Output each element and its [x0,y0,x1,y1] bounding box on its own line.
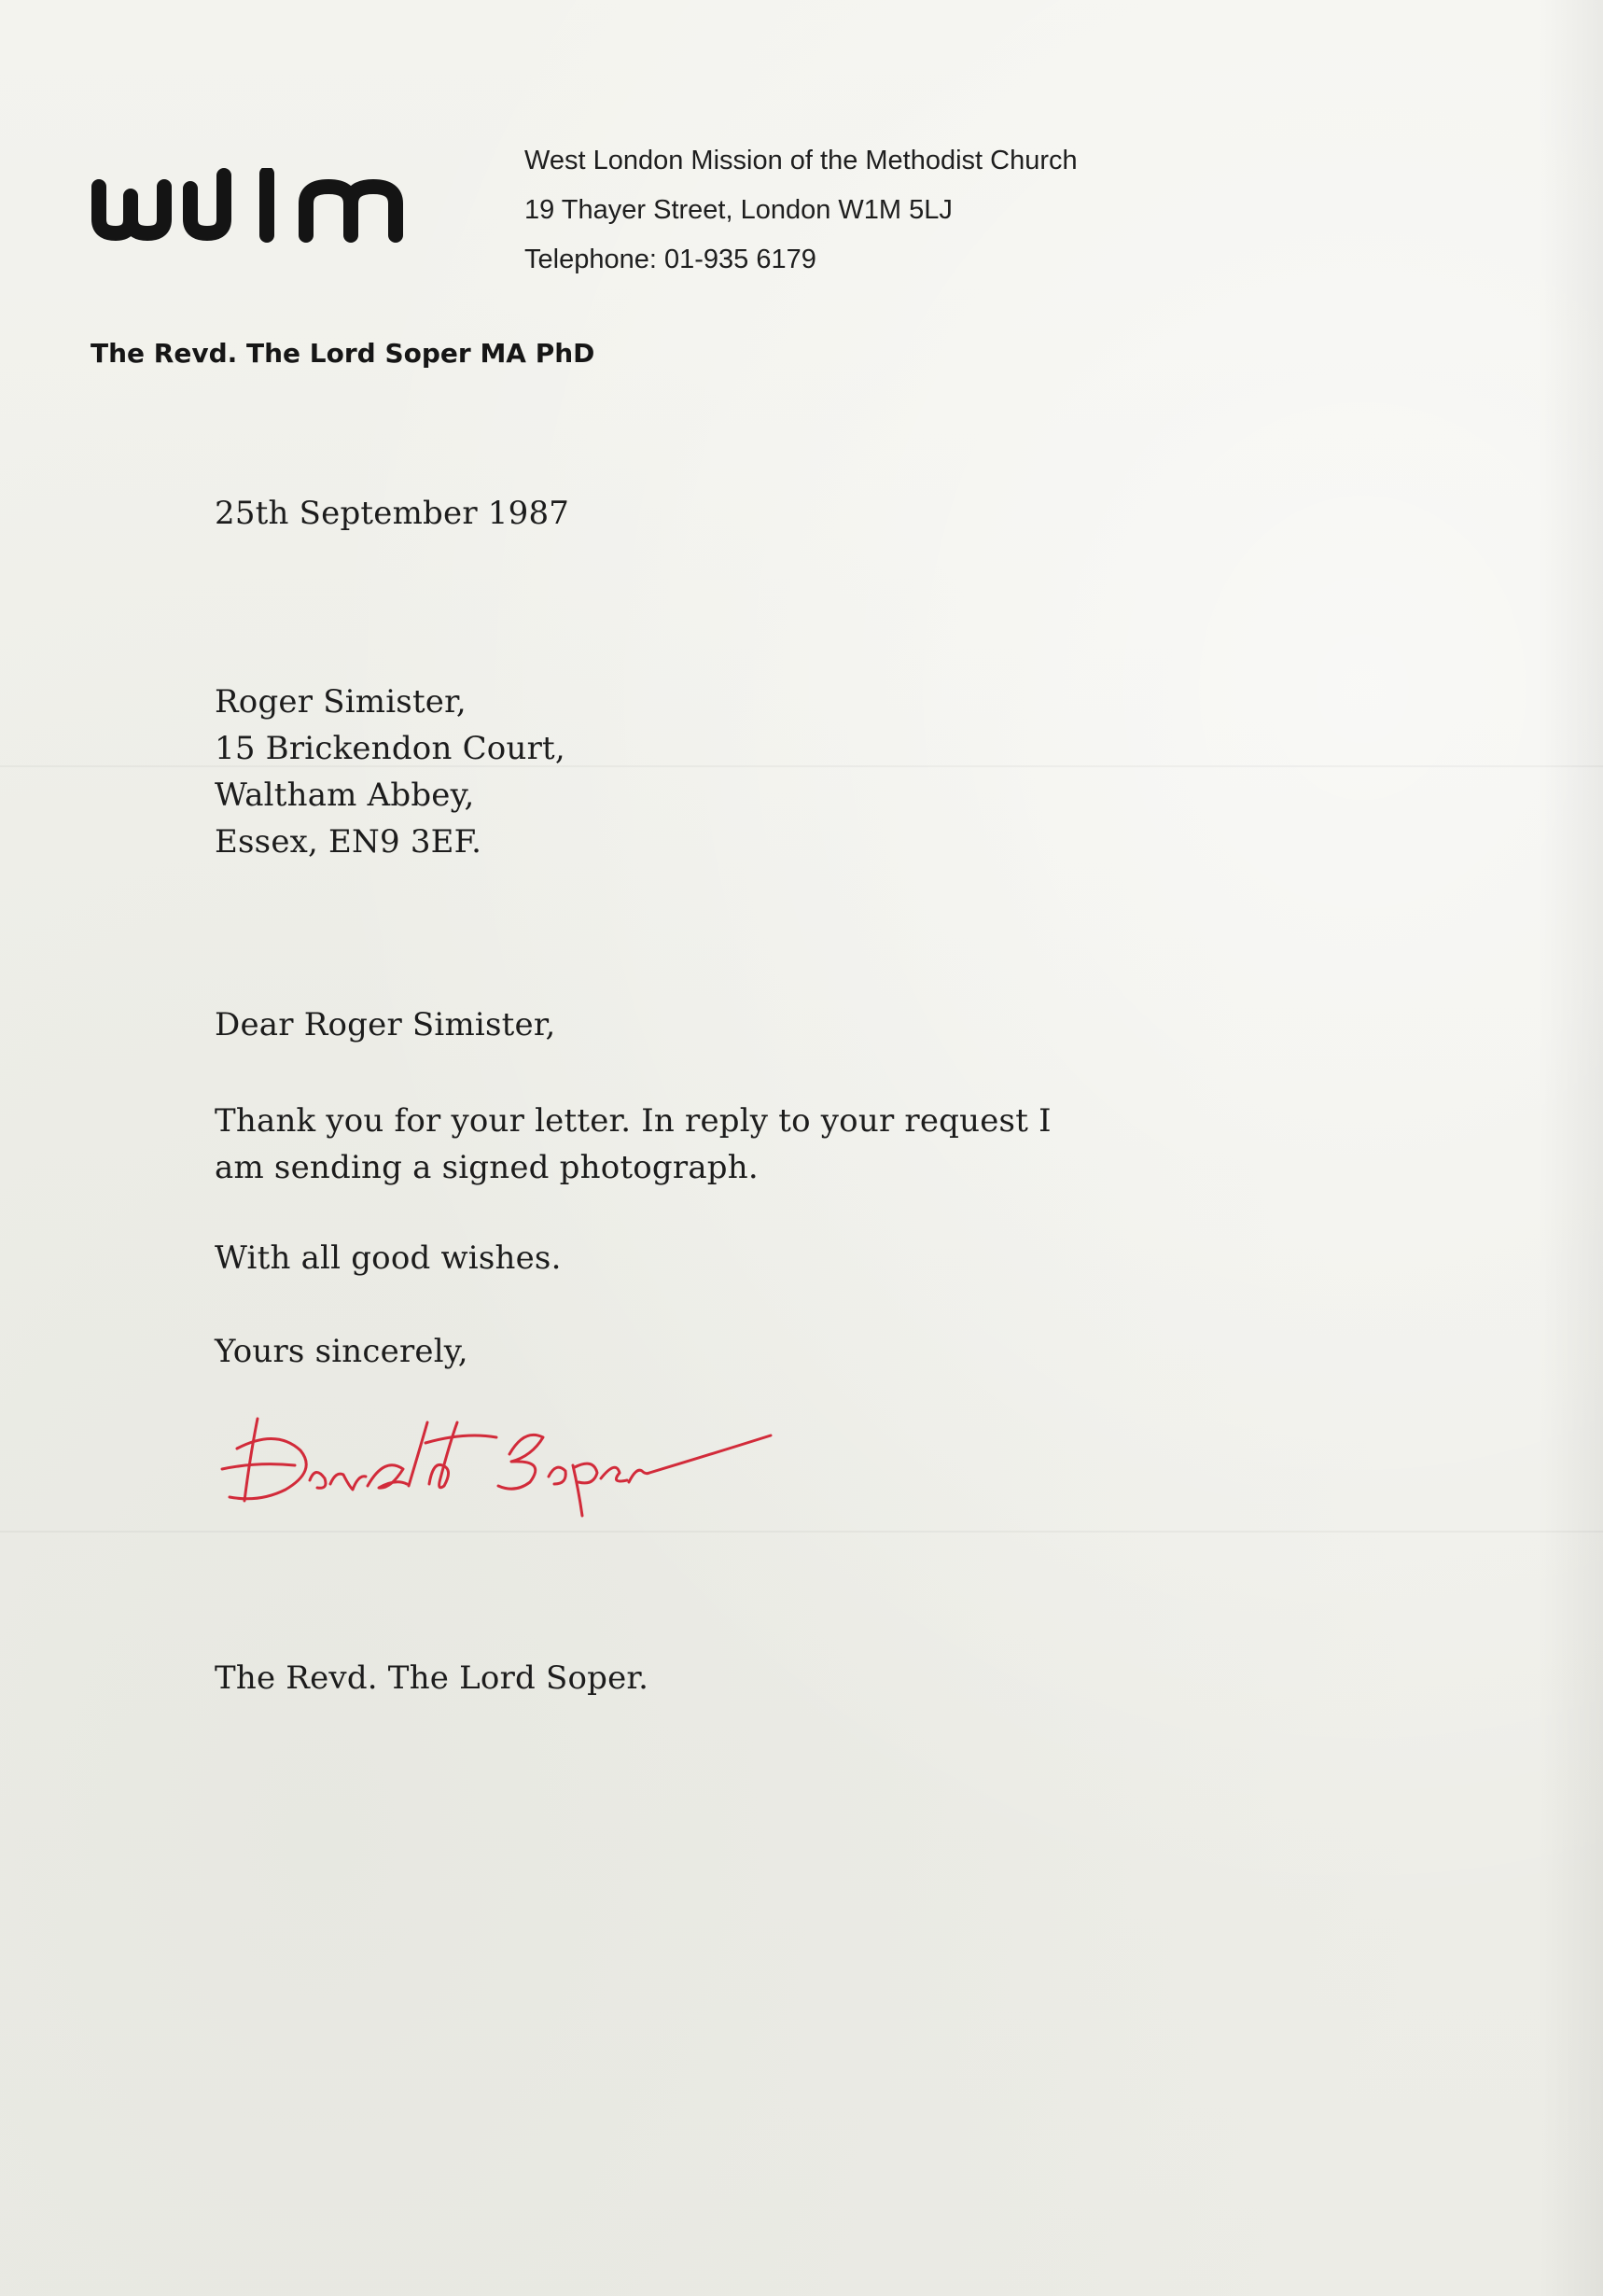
recipient-address [215,679,565,865]
body-paragraph: With all good wishes. [215,1239,562,1277]
wlm-logo [90,168,449,243]
recipient-address-line: 15 Brickendon Court, [215,730,565,767]
body-paragraph [215,1098,1052,1191]
paper-edge-shadow [1538,0,1603,2296]
sender-title: The Revd. The Lord Soper MA PhD [91,338,595,369]
signatory-name: The Revd. The Lord Soper. [215,1659,649,1697]
body-line: am sending a signed photograph. [215,1149,759,1186]
organisation-name: West London Mission of the Methodist Church [524,146,1078,175]
letterhead-address-block [524,136,1078,285]
salutation: Dear Roger Simister, [215,1006,556,1043]
organisation-telephone: Telephone: 01-935 6179 [524,245,816,274]
recipient-address-line: Waltham Abbey, [215,777,475,814]
recipient-address-line: Roger Simister, [215,683,467,721]
recipient-address-line: Essex, EN9 3EF. [215,823,482,861]
paper-fold-crease [0,1531,1603,1533]
closing: Yours sincerely, [215,1333,468,1370]
body-line: Thank you for your letter. In reply to your request I [215,1102,1052,1140]
letter-date: 25th September 1987 [215,495,570,532]
handwritten-signature [220,1400,836,1531]
organisation-address: 19 Thayer Street, London W1M 5LJ [524,195,953,225]
